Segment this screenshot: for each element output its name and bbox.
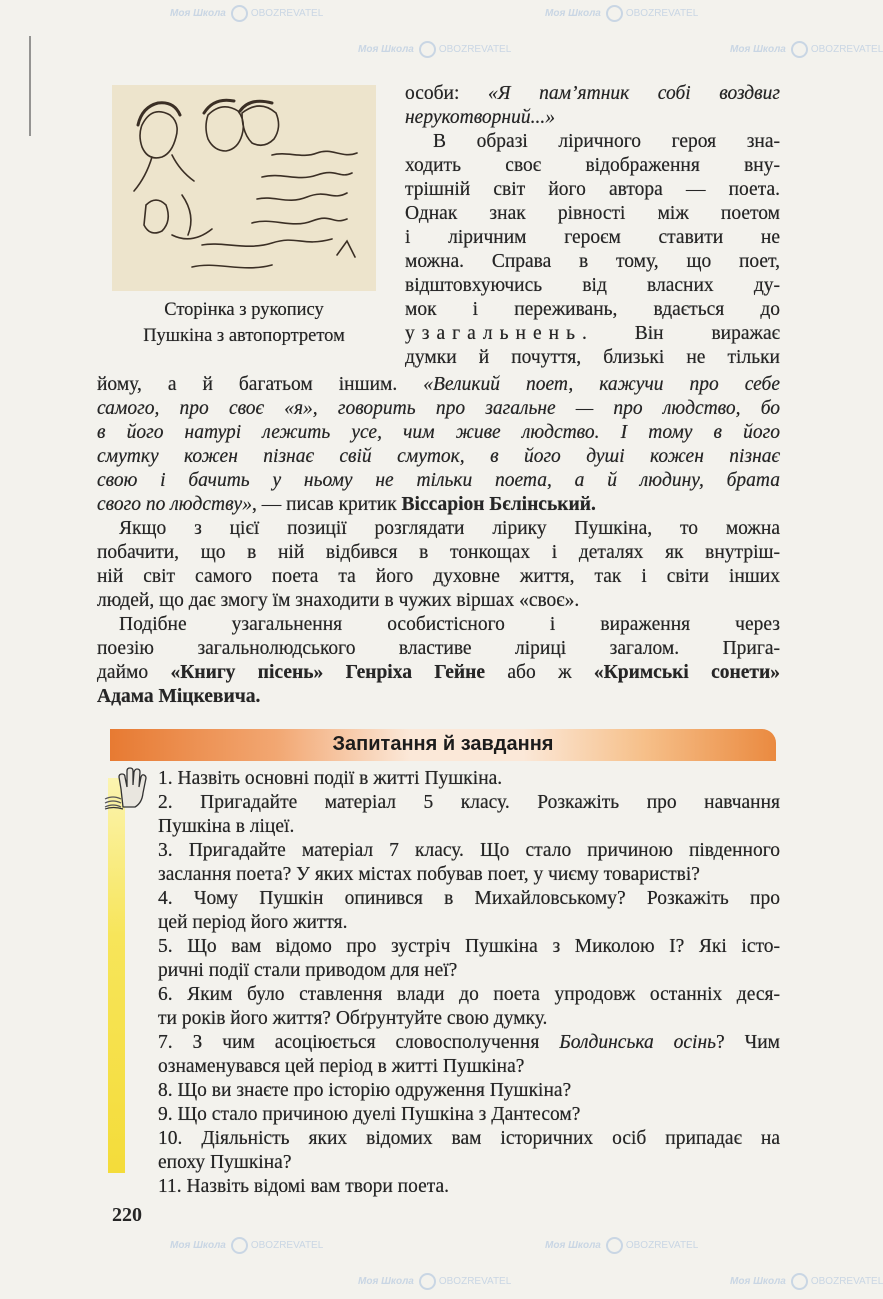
text-segment: Однак знак рівності між поетом (405, 203, 780, 224)
text-segment: 6. Яким було ставлення влади до поета упродовж останніх деся- (158, 984, 780, 1005)
raised-hand-book-icon (103, 763, 153, 813)
text-line (97, 421, 780, 445)
text-line (405, 250, 780, 274)
text-segment: ній світ самого поета та його духовне життя, так і світи інших (97, 566, 780, 587)
italic-text: смутку кожен пізнає свій смуток, в його душі кожен пізнає (97, 446, 780, 467)
questions-title: Запитання й завдання (332, 733, 554, 755)
text-segment: трішній світ його автора — поета. (405, 179, 780, 200)
scan-edge (29, 36, 31, 136)
watermark (730, 40, 883, 59)
text-segment: ? Чим (716, 1032, 781, 1053)
question-line (158, 935, 780, 959)
watermark-brand: OBOZREVATEL (250, 8, 324, 19)
text-segment: епоху Пушкіна? (158, 1152, 292, 1173)
question-line (158, 815, 780, 839)
question-line (158, 1007, 780, 1031)
text-line (119, 517, 780, 541)
text-segment: або ж (485, 662, 594, 683)
question-line (158, 983, 780, 1007)
watermark-brand: Моя Школа (730, 1276, 786, 1287)
text-segment: людей, що дає змогу їм знаходити в чужих віршах «своє». (97, 590, 580, 611)
watermark (545, 4, 698, 23)
text-segment: 7. З чим асоціюється словосполучення (158, 1032, 560, 1053)
text-segment: узагальнень (405, 323, 582, 344)
question-line (158, 959, 780, 983)
text-line (405, 82, 780, 106)
question-line (158, 1103, 780, 1127)
text-line (97, 637, 780, 661)
text-segment: побачити, що в ній відбився в тонкощах і деталях як внутріш- (97, 542, 780, 563)
italic-text: свою і бачить у ньому не тільки поета, а й людину, брата (97, 470, 780, 491)
text-segment: 10. Діяльність яких відомих вам історичних осіб припадає на (158, 1128, 780, 1149)
bold-text: Адама Міцкевича. (97, 686, 261, 707)
text-segment: ричні події стали приводом для неї? (158, 960, 458, 981)
watermark (170, 4, 323, 23)
watermark-logo-icon (231, 5, 248, 22)
italic-text: самого, про своє «я», говорить про загальне — про людство, бо (97, 398, 780, 419)
question-line (158, 911, 780, 935)
text-line (119, 613, 780, 637)
question-line (158, 1151, 780, 1175)
text-line (97, 373, 780, 397)
page-number: 220 (112, 1204, 142, 1226)
text-line (97, 445, 780, 469)
watermark (358, 1272, 511, 1291)
italic-text: «Великий поет, кажучи про себе (423, 374, 780, 395)
watermark (358, 40, 511, 59)
question-line (158, 791, 780, 815)
text-segment: йому, а й багатьом іншим. (97, 374, 424, 395)
question-line (158, 1031, 780, 1055)
text-segment: поезію загальнолюдського властиве ліриці загалом. Прига- (97, 638, 780, 659)
text-line (405, 322, 780, 346)
watermark-brand: OBOZREVATEL (250, 1240, 324, 1251)
watermark-brand: Моя Школа (170, 8, 226, 19)
text-segment: Якщо з цієї позиції розглядати лірику Пушкіна, то можна (119, 518, 780, 539)
text-segment: ходить своє відображення вну- (405, 155, 780, 176)
watermark-logo-icon (606, 1237, 623, 1254)
watermark-brand: OBOZREVATEL (810, 44, 883, 55)
manuscript-sketch-image (112, 85, 376, 291)
italic-text: нерукотворний...» (405, 107, 555, 128)
watermark-logo-icon (791, 1273, 808, 1290)
watermark-brand: Моя Школа (358, 1276, 414, 1287)
watermark-brand: Моя Школа (545, 8, 601, 19)
watermark-brand: Моя Школа (730, 44, 786, 55)
text-segment: даймо (97, 662, 171, 683)
text-segment: можна. Справа в тому, що поет, (405, 251, 780, 272)
text-segment: думки й почуття, близькі не тільки (405, 347, 780, 368)
text-segment: і ліричним героєм ставити не (405, 227, 780, 248)
text-segment: особи: (405, 83, 488, 104)
watermark-logo-icon (791, 41, 808, 58)
text-segment: 2. Пригадайте матеріал 5 класу. Розкажіть про навчання (158, 792, 780, 813)
text-line (405, 154, 780, 178)
watermark-brand: OBOZREVATEL (810, 1276, 883, 1287)
text-line (405, 226, 780, 250)
text-segment: , — писав критик (251, 494, 402, 515)
question-line (158, 767, 780, 791)
italic-text: «Я пам’ятник собі воздвиг (487, 83, 780, 104)
text-segment: 9. Що стало причиною дуелі Пушкіна з Дантесом? (158, 1104, 581, 1125)
text-segment: 8. Що ви знаєте про історію одруження Пушкіна? (158, 1080, 572, 1101)
text-segment: 4. Чому Пушкін опинився в Михайловському? Розкажіть про (158, 888, 780, 909)
watermark-brand: OBOZREVATEL (438, 44, 512, 55)
text-line (97, 685, 780, 709)
text-line (97, 589, 780, 613)
text-line (97, 541, 780, 565)
italic-text: в його натурі лежить усе, чим живе людство. І тому в його (97, 422, 780, 443)
watermark-brand: Моя Школа (358, 44, 414, 55)
text-line (405, 178, 780, 202)
text-line (405, 298, 780, 322)
text-segment: 3. Пригадайте матеріал 7 класу. Що стало причиною південного (158, 840, 780, 861)
watermark-brand: OBOZREVATEL (438, 1276, 512, 1287)
text-line (97, 565, 780, 589)
question-line (158, 1127, 780, 1151)
figure-caption-line-2: Пушкіна з автопортретом (143, 326, 345, 346)
watermark (170, 1236, 323, 1255)
italic-text: Болдинська осінь (559, 1032, 716, 1053)
text-line (97, 661, 780, 685)
text-line (433, 130, 780, 154)
text-segment: В образі ліричного героя зна- (433, 131, 780, 152)
text-segment: мок і переживань, вдається до (405, 299, 780, 320)
questions-side-bar (108, 778, 125, 1173)
text-segment: ти років його життя? Обґрунтуйте свою думку. (158, 1008, 548, 1029)
bold-text: «Книгу пісень» Генріха Гейне (170, 662, 486, 683)
figure-caption-line-1: Сторінка з рукопису (164, 300, 324, 320)
question-line (158, 1055, 780, 1079)
question-line (158, 839, 780, 863)
text-segment: відштовхуючись від власних ду- (405, 275, 780, 296)
watermark (545, 1236, 698, 1255)
question-line (158, 1175, 780, 1199)
text-segment: . Він виражає (581, 323, 780, 344)
text-segment: цей період його життя. (158, 912, 348, 933)
watermark-brand: OBOZREVATEL (625, 1240, 699, 1251)
text-line (97, 397, 780, 421)
watermark (730, 1272, 883, 1291)
watermark-logo-icon (419, 1273, 436, 1290)
text-segment: 11. Назвіть відомі вам твори поета. (158, 1176, 450, 1197)
question-line (158, 887, 780, 911)
text-line (405, 346, 780, 370)
text-line (405, 202, 780, 226)
text-line (405, 274, 780, 298)
bold-text: Віссаріон Бєлінський. (401, 494, 596, 515)
watermark-logo-icon (419, 41, 436, 58)
text-segment: Пушкіна в ліцеї. (158, 816, 295, 837)
watermark-brand: Моя Школа (170, 1240, 226, 1251)
watermark-brand: Моя Школа (545, 1240, 601, 1251)
text-segment: 1. Назвіть основні події в житті Пушкіна. (158, 768, 503, 789)
bold-text: «Кримські сонети» (593, 662, 780, 683)
manuscript-illustration (112, 85, 376, 291)
text-line (405, 106, 780, 130)
watermark-logo-icon (606, 5, 623, 22)
watermark-logo-icon (231, 1237, 248, 1254)
question-line (158, 863, 780, 887)
text-line (97, 469, 780, 493)
question-line (158, 1079, 780, 1103)
text-segment: заслання поета? У яких містах побував поет, у чиєму товаристві? (158, 864, 700, 885)
text-segment: ознаменувався цей період в житті Пушкіна? (158, 1056, 525, 1077)
italic-text: свого по людству» (97, 494, 252, 515)
text-segment: Подібне узагальнення особистісного і вираження через (119, 614, 780, 635)
watermark-brand: OBOZREVATEL (625, 8, 699, 19)
text-line (97, 493, 780, 517)
text-segment: 5. Що вам відомо про зустріч Пушкіна з Миколою І? Які істо- (158, 936, 780, 957)
